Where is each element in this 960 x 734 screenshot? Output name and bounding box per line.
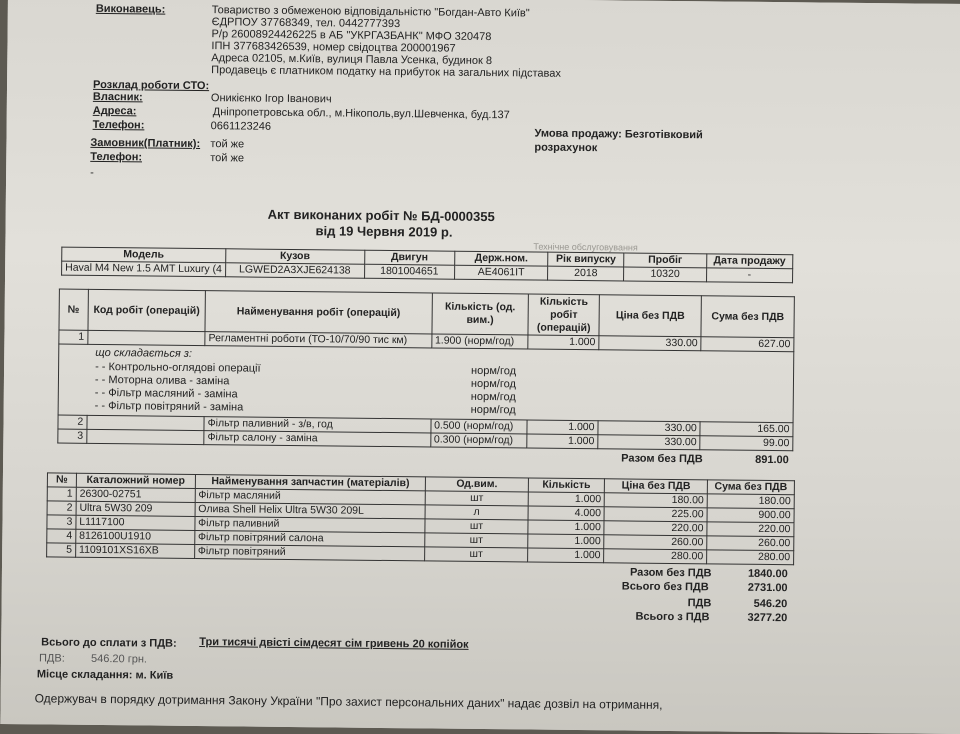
- phone-value: 0661123246: [210, 120, 272, 133]
- list-item: - - Моторна олива - заміна: [94, 373, 230, 388]
- all-no-vat-label: Всього без ПДВ: [621, 580, 709, 594]
- total-with-vat-value: 3277.20: [747, 611, 788, 625]
- list-item: - - Контрольно-оглядові операції: [95, 360, 261, 375]
- address-value: Дніпропетровська обл., м.Нікополь,вул.Шевченка, буд.137: [212, 106, 510, 122]
- parts-col-name: Найменування запчастин (матеріалів): [195, 474, 426, 490]
- customer-phone-value: той же: [210, 152, 245, 165]
- vehicle-model: Haval M4 New 1.5 AMT Luxury (4: [62, 261, 226, 277]
- col-plate: Держ.ном.: [455, 251, 549, 266]
- parts-total-value: 1840.00: [747, 567, 788, 581]
- list-item-unit: норм/год: [470, 390, 516, 404]
- vat-value: 546.20: [753, 597, 788, 611]
- parts-total-label: Разом без ПДВ: [629, 566, 712, 580]
- parts-table: [46, 472, 795, 565]
- amount-due-label: Всього до сплати з ПДВ:: [41, 636, 177, 650]
- table-row: 1 26300-02751 Фільтр масляний шт 1.000 180.00 180.00: [47, 487, 794, 509]
- executor-line-2: ЄДРПОУ 37768349, тел. 0442777393: [211, 16, 401, 31]
- list-item: - - Фільтр масляний - заміна: [94, 386, 238, 401]
- parts-col-num: №: [47, 473, 76, 487]
- works-total-label: Разом без ПДВ: [621, 452, 703, 466]
- schedule-label: Розклад роботи СТО:: [92, 78, 210, 93]
- works-col-code: Код робіт (операцій): [88, 289, 206, 331]
- parts-col-price: Ціна без ПДВ: [605, 479, 708, 494]
- works-col-num: №: [59, 289, 88, 330]
- executor-line-1: Товариство з обмеженою відповідальністю "Богдан-Авто Київ": [211, 4, 530, 20]
- col-year: Рік випуску: [548, 252, 624, 267]
- parts-col-catalog: Каталожний номер: [76, 473, 195, 488]
- parts-col-unit: Од.вим.: [426, 477, 528, 492]
- customer-label: Замовник(Платник):: [90, 136, 201, 151]
- table-row: 2 Фільтр паливний - з/в, год 0.500 (норм/год) 1.000 330.00 165.00: [58, 415, 793, 437]
- col-model: Модель: [62, 247, 226, 263]
- composition-intro: що складається з:: [95, 346, 193, 360]
- executor-line-6: Продавець є платником податку на прибуток на загальних підставах: [211, 64, 561, 80]
- parts-col-qty: Кількість: [528, 478, 605, 493]
- vehicle-table: [61, 247, 793, 284]
- vehicle-body: LGWED2A3XJE624138: [225, 263, 364, 278]
- service-watermark: Технічне обслуговування: [533, 241, 638, 253]
- list-item: - - Фільтр повітряний - заміна: [94, 399, 244, 414]
- dash-mark: -: [90, 166, 94, 179]
- col-body: Кузов: [225, 249, 364, 264]
- address-label: Адреса:: [92, 104, 137, 118]
- table-row: 5 1109101XS16XB Фільтр повітряний шт 1.000 280.00 280.00: [47, 543, 794, 565]
- place-label: Місце складання: м. Київ: [36, 668, 174, 682]
- consent-text: Одержувач в порядку дотримання Закону України "Про захист персональних даних" надає дозвіл на отримання,: [34, 691, 663, 712]
- works-composition: [58, 344, 794, 423]
- col-sale-date: Дата продажу: [706, 254, 792, 269]
- table-row: 3 L1117100 Фільтр паливний шт 1.000 220.00 220.00: [47, 515, 794, 537]
- sale-condition-1: Умова продажу: Безготівковий: [534, 127, 703, 142]
- col-mileage: Пробіг: [624, 253, 707, 268]
- document-date: від 19 Червня 2019 р.: [315, 223, 453, 240]
- customer-phone-label: Телефон:: [90, 150, 143, 164]
- table-row: 2 Ultra 5W30 209 Олива Shell Helix Ultra 5W30 209L л 4.000 225.00 900.00: [47, 501, 794, 523]
- works-col-price: Ціна без ПДВ: [599, 295, 702, 337]
- executor-line-5: Адреса 02105, м.Київ, вулиця Павла Усенка, будинок 8: [211, 52, 493, 68]
- sale-condition-2: розрахунок: [534, 141, 598, 155]
- col-engine: Двигун: [364, 250, 454, 265]
- executor-line-4: ІПН 377683426539, номер свідоцтва 200001967: [211, 40, 456, 55]
- vehicle-mileage: 10320: [624, 267, 707, 282]
- vat-footer-value: 546.20 грн.: [90, 652, 148, 666]
- vat-label: ПДВ: [687, 597, 712, 610]
- works-col-name: Найменування робіт (операцій): [205, 291, 432, 334]
- executor-label: Виконавець:: [95, 2, 166, 16]
- works-col-sum: Сума без ПДВ: [701, 296, 794, 338]
- vehicle-engine: 1801004651: [364, 264, 454, 279]
- table-row: 1 Регламентні роботи (ТО-10/70/90 тис км) 1.900 (норм/год) 1.000 330.00 627.00: [59, 330, 794, 352]
- total-with-vat-label: Всього з ПДВ: [635, 610, 710, 624]
- works-col-unit: Кількість (од. вим.): [432, 293, 529, 335]
- list-item-unit: норм/год: [470, 377, 517, 391]
- all-no-vat-value: 2731.00: [747, 581, 788, 595]
- works-col-qty: Кількість робіт (операцій): [528, 294, 599, 336]
- executor-line-3: Р/р 26008924426225 в АБ "УКРГАЗБАНК" МФО 320478: [211, 28, 492, 44]
- vat-footer-label: ПДВ:: [38, 652, 65, 665]
- works-table: [57, 289, 795, 452]
- vehicle-sale-date: -: [706, 268, 792, 283]
- works-total-value: 891.00: [755, 453, 789, 467]
- table-row: 4 8126100U1910 Фільтр повітряний салона шт 1.000 260.00 260.00: [47, 529, 794, 551]
- customer-value: той же: [210, 138, 245, 151]
- parts-col-sum: Сума без ПДВ: [707, 480, 794, 495]
- phone-label: Телефон:: [92, 118, 145, 132]
- owner-value: Оникієнко Ігор Іванович: [210, 92, 332, 106]
- document-title: Акт виконаних робіт № БД-0000355: [267, 206, 495, 225]
- list-item-unit: норм/год: [470, 403, 516, 417]
- list-item-unit: норм/год: [471, 364, 517, 378]
- amount-in-words: Три тисячі двісті сімдесят сім гривень 20 копійок: [199, 636, 469, 651]
- table-row: 3 Фільтр салону - заміна 0.300 (норм/год) 1.000 330.00 99.00: [58, 429, 793, 451]
- vehicle-plate: AE4061IT: [454, 265, 548, 280]
- owner-label: Власник:: [92, 90, 143, 104]
- vehicle-year: 2018: [548, 266, 624, 281]
